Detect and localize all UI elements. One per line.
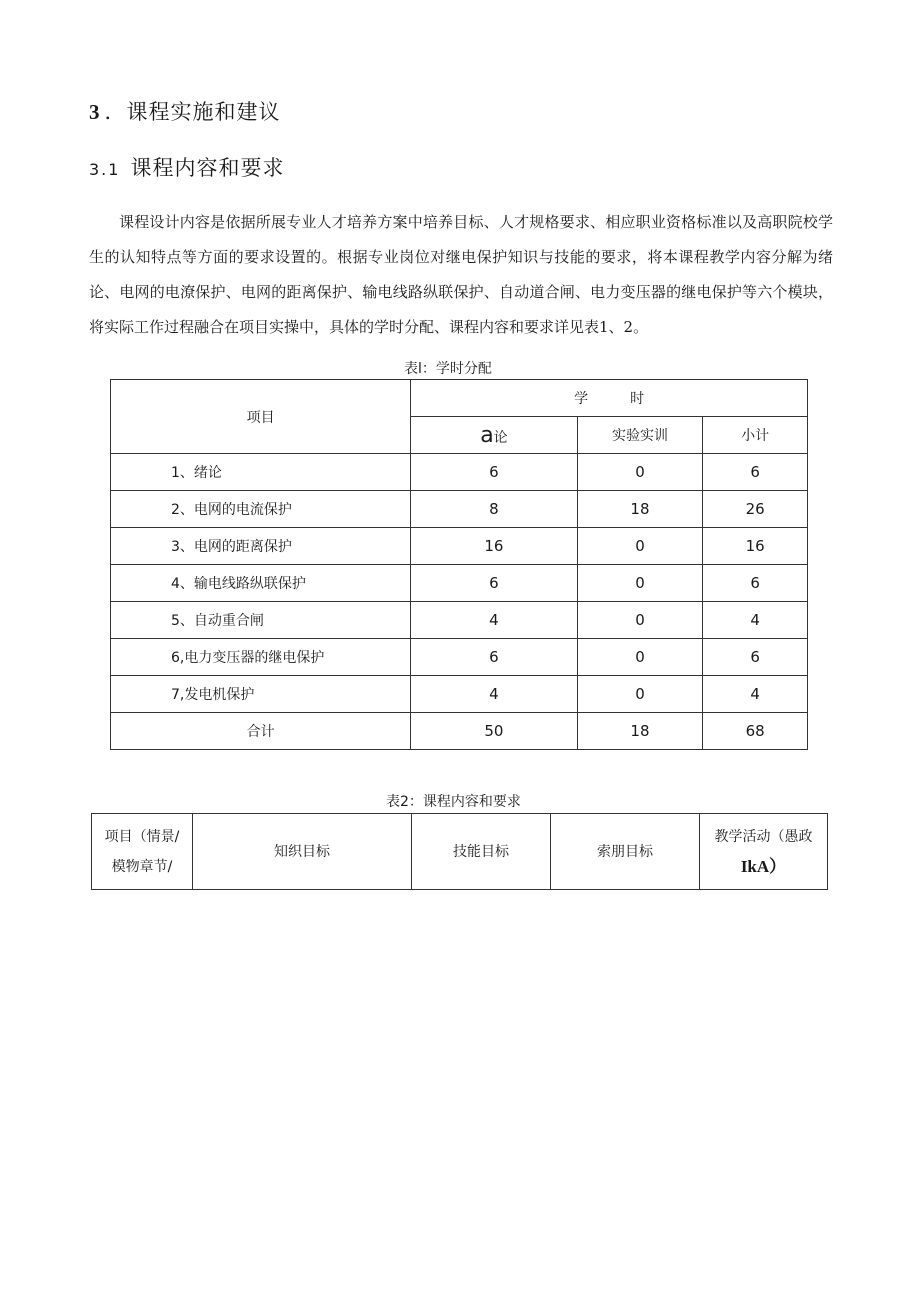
row-practice: 0: [577, 528, 703, 565]
table-row: [111, 454, 808, 491]
table-row: [111, 639, 808, 676]
table2-header-row: [92, 814, 828, 890]
table-row: [111, 565, 808, 602]
table-row: [111, 491, 808, 528]
section-number: 3: [89, 100, 101, 124]
row-item: 3、电网的距离保护: [111, 528, 411, 565]
header-skill: 技能目标: [412, 814, 551, 890]
header-hours: 学 时: [411, 380, 808, 417]
section-heading-3: [89, 96, 281, 126]
table-row: [111, 676, 808, 713]
row-item: 2、电网的电流保护: [111, 491, 411, 528]
table-row: [111, 602, 808, 639]
row-subtotal: 26: [703, 491, 808, 528]
total-subtotal: 68: [703, 713, 808, 750]
row-theory: 16: [411, 528, 577, 565]
subsection-number: 3.1: [89, 160, 121, 179]
row-subtotal: 4: [703, 602, 808, 639]
body-paragraph-container: [89, 205, 833, 345]
total-theory: 50: [411, 713, 577, 750]
header-activity-line2: IkA）: [740, 856, 787, 876]
header-theory-b: 论: [493, 429, 508, 446]
header-item: 项目: [111, 380, 411, 454]
row-practice: 18: [577, 491, 703, 528]
row-subtotal: 6: [703, 639, 808, 676]
table-row: [111, 528, 808, 565]
row-practice: 0: [577, 565, 703, 602]
row-item: 6,电力变压器的继电保护: [111, 639, 411, 676]
header-project-line2: 模物章节/: [111, 858, 173, 875]
header-theory: [411, 417, 577, 454]
table1-caption: 表l：学时分配: [404, 361, 492, 377]
row-subtotal: 16: [703, 528, 808, 565]
row-theory: 4: [411, 676, 577, 713]
row-item: 5、自动重合闸: [111, 602, 411, 639]
course-content-table: [91, 813, 828, 890]
body-paragraph: 课程设计内容是依据所展专业人才培养方案中培养目标、人才规格要求、相应职业资格标准以及高职院校学生的认知特点等方面的要求设置的。根据专业岗位对继电保护知识与技能的要求，将本课程教学内容分解为绪论、电网的电潦保护、电网的距离保护、输电线路纵联保护、自动道合闸、电力变压器的继电保护等六个模块，将实际工作过程融合在项目实操中，具体的学时分配、课程内容和要求详见表1、2。: [89, 213, 833, 336]
row-theory: 6: [411, 565, 577, 602]
table-total-row: [111, 713, 808, 750]
row-item: 7,发电机保护: [111, 676, 411, 713]
table2-caption: 表2：课程内容和要求: [386, 794, 521, 810]
row-practice: 0: [577, 639, 703, 676]
row-item: 4、输电线路纵联保护: [111, 565, 411, 602]
table1-header-row: [111, 380, 808, 417]
row-theory: 8: [411, 491, 577, 528]
row-practice: 0: [577, 454, 703, 491]
section-title: ．课程实施和建议: [104, 100, 281, 124]
header-practice: 实验实训: [577, 417, 703, 454]
total-practice: 18: [577, 713, 703, 750]
row-theory: 4: [411, 602, 577, 639]
row-subtotal: 4: [703, 676, 808, 713]
header-activity-line1: 教学活动（愚政: [714, 828, 813, 845]
row-theory: 6: [411, 639, 577, 676]
header-project-line1: 项目（情景/: [104, 828, 180, 845]
header-project: [92, 814, 193, 890]
row-practice: 0: [577, 676, 703, 713]
total-label: 合计: [111, 713, 411, 750]
row-practice: 0: [577, 602, 703, 639]
row-subtotal: 6: [703, 565, 808, 602]
row-subtotal: 6: [703, 454, 808, 491]
header-knowledge: 知织目标: [193, 814, 412, 890]
subsection-title: 课程内容和要求: [130, 156, 285, 180]
subsection-heading-3-1: [89, 152, 284, 182]
header-activity: [700, 814, 828, 890]
row-item: 1、绪论: [111, 454, 411, 491]
row-theory: 6: [411, 454, 577, 491]
header-quality: 索朋目标: [551, 814, 700, 890]
hours-allocation-table: [110, 379, 808, 750]
header-theory-a: a: [480, 422, 494, 448]
header-subtotal: 小计: [703, 417, 808, 454]
